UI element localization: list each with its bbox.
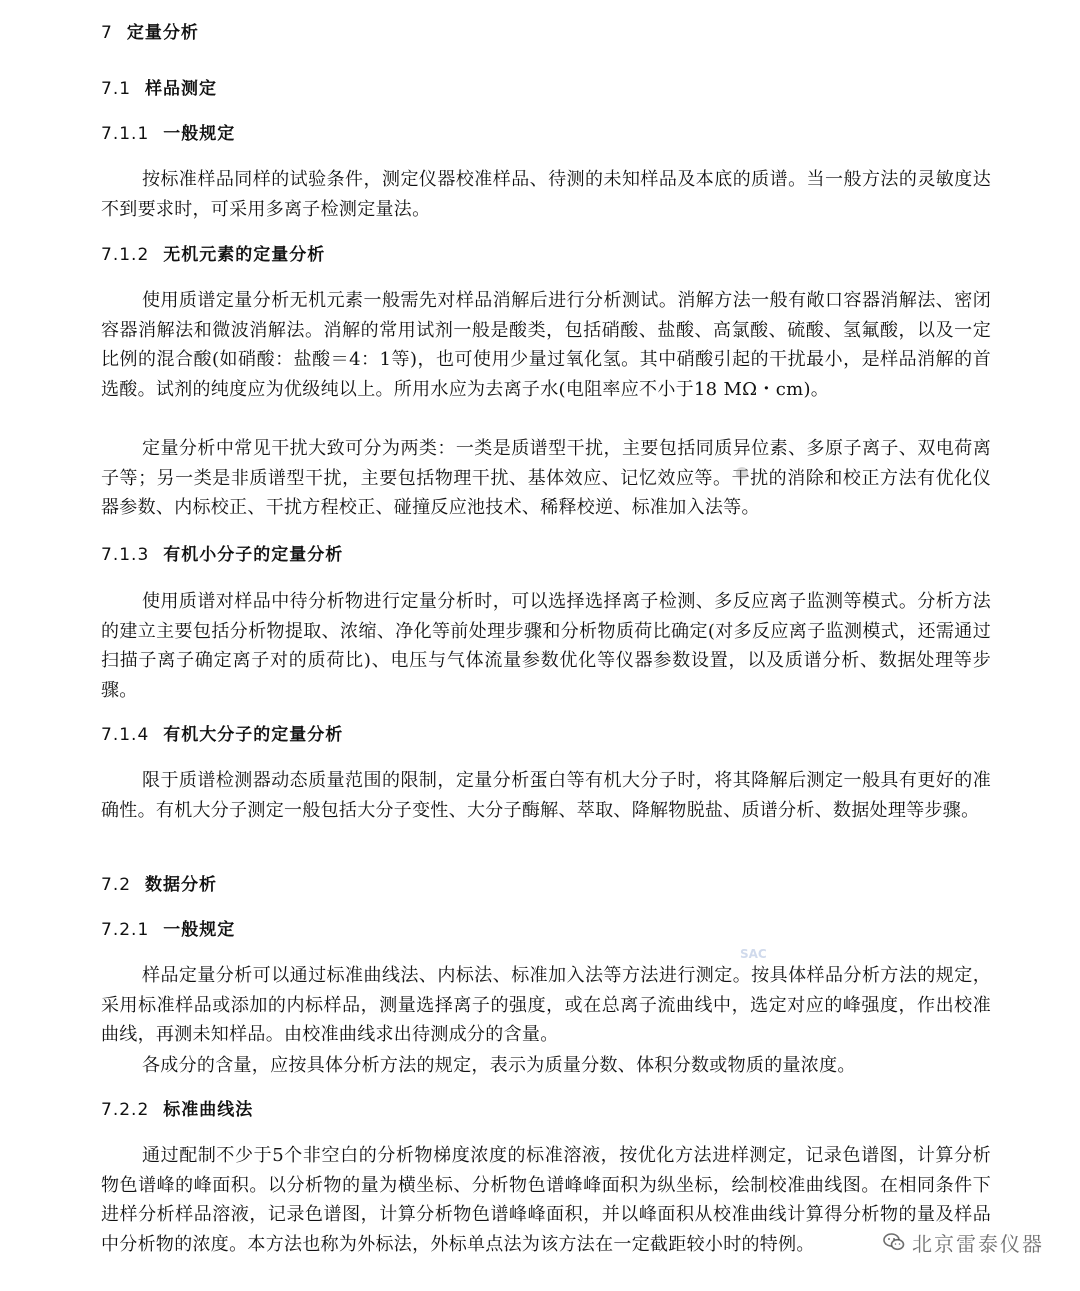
- section-number: 7.1.4: [101, 725, 150, 745]
- section-number: 7.1.2: [101, 245, 150, 265]
- watermark: [882, 1228, 1044, 1256]
- section-7-1-2-heading: [101, 244, 325, 266]
- section-number: 7.2.1: [101, 920, 150, 940]
- section-title: 一般规定: [163, 920, 236, 940]
- paragraph: 通过配制不少于5个非空白的分析物梯度浓度的标准溶液，按优化方法进样测定，记录色谱图，计算分析物色谱峰的峰面积。以分析物的量为横坐标、分析物色谱峰峰面积为纵坐标，绘制校准曲线图。在相同条件下进样分析样品溶液，记录色谱图，计算分析物色谱峰峰面积，并以峰面积从校准曲线计算得分析物的量及样品中分析物的浓度。本方法也称为外标法，外标单点法为该方法在一定截距较小时的特例。: [101, 1145, 991, 1255]
- faint-dot-mark: [736, 467, 748, 479]
- section-title: 标准曲线法: [163, 1100, 254, 1120]
- wechat-icon: [882, 1230, 906, 1254]
- section-7-1-4-heading: [101, 724, 343, 746]
- section-number: 7.1.3: [101, 545, 150, 565]
- watermark-text: 北京雷泰仪器: [912, 1231, 1044, 1256]
- paragraph: 限于质谱检测器动态质量范围的限制，定量分析蛋白等有机大分子时，将其降解后测定一般具有更好的准确性。有机大分子测定一般包括大分子变性、大分子酶解、萃取、降解物脱盐、质谱分析、数据处理等步骤。: [101, 770, 991, 821]
- paragraph: 使用质谱对样品中待分析物进行定量分析时，可以选择选择离子检测、多反应离子监测等模式。分析方法的建立主要包括分析物提取、浓缩、净化等前处理步骤和分析物质荷比确定(对多反应离子监测模式，还需通过扫描子离子确定离子对的质荷比)、电压与气体流量参数优化等仪器参数设置，以及质谱分析、数据处理等步骤。: [101, 591, 991, 701]
- section-7-heading: [101, 22, 199, 44]
- paragraph: 各成分的含量，应按具体分析方法的规定，表示为质量分数、体积分数或物质的量浓度。: [142, 1055, 856, 1076]
- paragraph: 按标准样品同样的试验条件，测定仪器校准样品、待测的未知样品及本底的质谱。当一般方法的灵敏度达不到要求时，可采用多离子检测定量法。: [101, 169, 991, 220]
- section-title: 有机大分子的定量分析: [163, 725, 344, 745]
- section-number: 7.1.1: [101, 124, 150, 144]
- paragraph: 使用质谱定量分析无机元素一般需先对样品消解后进行分析测试。消解方法一般有敞口容器消解法、密闭容器消解法和微波消解法。消解的常用试剂一般是酸类，包括硝酸、盐酸、高氯酸、硫酸、氢氟酸，以及一定比例的混合酸(如硝酸：盐酸＝4：1等)，也可使用少量过氧化氢。其中硝酸引起的干扰最小，是样品消解的首选酸。试剂的纯度应为优级纯以上。所用水应为去离子水(电阻率应不小于18 MΩ・cm)。: [101, 290, 991, 400]
- section-title: 样品测定: [145, 79, 218, 99]
- section-number: 7.2: [101, 875, 132, 895]
- section-title: 有机小分子的定量分析: [163, 545, 344, 565]
- section-7-1-3-heading: [101, 544, 343, 566]
- section-number: 7.1: [101, 79, 132, 99]
- paragraph: 样品定量分析可以通过标准曲线法、内标法、标准加入法等方法进行测定。按具体样品分析方法的规定，采用标准样品或添加的内标样品，测量选择离子的强度，或在总离子流曲线中，选定对应的峰强度，作出校准曲线，再测未知样品。由校准曲线求出待测成分的含量。: [101, 965, 991, 1045]
- section-number: 7: [101, 23, 113, 43]
- section-7-1-heading: [101, 78, 217, 100]
- paragraph: 定量分析中常见干扰大致可分为两类：一类是质谱型干扰，主要包括同质异位素、多原子离子、双电荷离子等；另一类是非质谱型干扰，主要包括物理干扰、基体效应、记忆效应等。干扰的消除和校正方法有优化仪器参数、内标校正、干扰方程校正、碰撞反应池技术、稀释校逆、标准加入法等。: [101, 438, 991, 518]
- section-title: 定量分析: [126, 23, 199, 43]
- section-7-2-1-heading: [101, 919, 235, 941]
- section-7-2-heading: [101, 874, 217, 896]
- section-number: 7.2.2: [101, 1100, 150, 1120]
- section-7-2-2-heading: [101, 1099, 253, 1121]
- section-title: 无机元素的定量分析: [163, 245, 326, 265]
- section-title: 数据分析: [145, 875, 218, 895]
- section-title: 一般规定: [163, 124, 236, 144]
- section-7-1-1-heading: [101, 123, 235, 145]
- faint-logo-mark: SAC: [740, 947, 767, 961]
